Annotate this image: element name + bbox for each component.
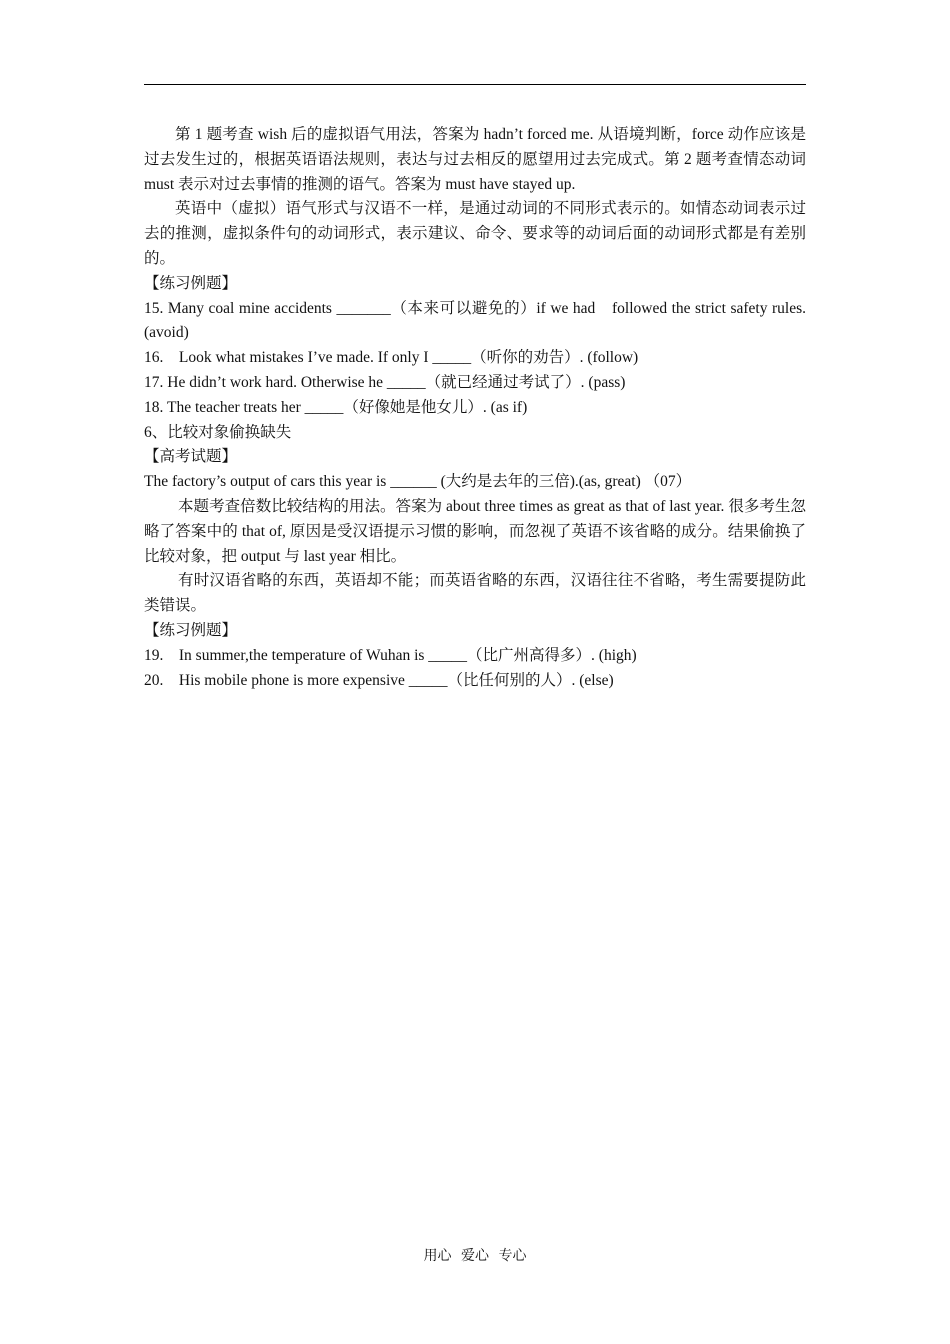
page-footer: 用心 爱心 专心 — [423, 1249, 527, 1264]
section-heading-practice-2: 【练习例题】 — [144, 621, 238, 639]
exam-question: The factory’s output of cars this year is ______ (大约是去年的三倍).(as, great) （07） — [144, 473, 692, 491]
section-title-6: 6、比较对象偷换缺失 — [144, 423, 292, 441]
document-body — [144, 123, 806, 693]
header-rule — [144, 84, 806, 85]
explanation-paragraph-1: 第 1 题考查 wish 后的虚拟语气用法，答案为 hadn’t forced me. 从语境判断，force 动作应该是过去发生过的，根据英语语法规则，表达与过去相反的愿望用过去完成式。第 2 题考查情态动词 must 表示对过去事情的推测的语气。答案为 must have stayed up. — [144, 126, 806, 193]
question-19: 19. In summer,the temperature of Wuhan is _____（比广州高得多）. (high) — [144, 646, 637, 664]
question-15: 15. Many coal mine accidents _______（本来可以避免的）if we had followed the strict safety rules. (avoid) — [144, 299, 806, 342]
section-heading-exam: 【高考试题】 — [144, 448, 238, 466]
question-18: 18. The teacher treats her _____（好像她是他女儿）. (as if) — [144, 398, 528, 416]
question-16: 16. Look what mistakes I’ve made. If only I _____（听你的劝告）. (follow) — [144, 349, 639, 367]
question-20: 20. His mobile phone is more expensive _____（比任何别的人）. (else) — [144, 671, 614, 689]
question-17: 17. He didn’t work hard. Otherwise he _____（就已经通过考试了）. (pass) — [144, 373, 626, 391]
explanation-paragraph-2: 英语中（虚拟）语气形式与汉语不一样，是通过动词的不同形式表示的。如情态动词表示过去的推测，虚拟条件句的动词形式，表示建议、命令、要求等的动词后面的动词形式都是有差别的。 — [144, 200, 806, 267]
explanation-paragraph-4: 有时汉语省略的东西，英语却不能；而英语省略的东西，汉语往往不省略，考生需要提防此类错误。 — [144, 572, 806, 615]
section-heading-practice: 【练习例题】 — [144, 274, 238, 292]
explanation-paragraph-3: 本题考查倍数比较结构的用法。答案为 about three times as great as that of last year. 很多考生忽略了答案中的 that of, 原因是受汉语提示习惯的影响，而忽视了英语不该省略的成分。结果偷换了比较对象，把 output 与 last year 相比。 — [144, 497, 806, 565]
